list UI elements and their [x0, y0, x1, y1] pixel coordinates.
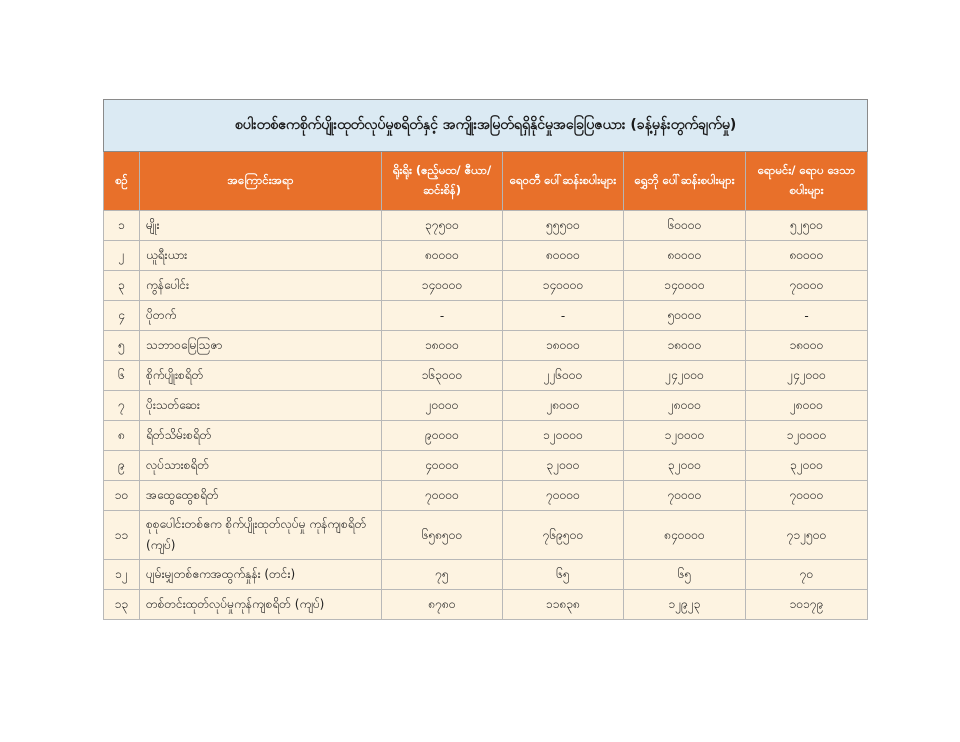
row-value: ၁၁၈၃၈ — [503, 590, 624, 620]
row-number: ၁ — [104, 211, 140, 241]
row-value: ၇၀၀၀၀ — [746, 481, 868, 511]
table-row — [104, 421, 868, 451]
row-value: ၄၀၀၀၀ — [382, 451, 503, 481]
row-value: ၆၅ — [503, 560, 624, 590]
row-number: ၈ — [104, 421, 140, 451]
table-row — [104, 511, 868, 560]
row-value: ၈၀၀၀၀ — [624, 241, 746, 271]
table-row — [104, 451, 868, 481]
row-value: ၃၂၀၀၀ — [746, 451, 868, 481]
header-description: အကြောင်းအရာ — [140, 152, 382, 211]
row-value: ၁၂၀၀၀၀ — [624, 421, 746, 451]
row-value: ၅၅၅၀၀ — [503, 211, 624, 241]
row-value: ၃၇၅၀၀ — [382, 211, 503, 241]
row-value: ၂၈၀၀၀ — [503, 391, 624, 421]
row-value: - — [746, 301, 868, 331]
row-value: ၈၇၈၀ — [382, 590, 503, 620]
row-description: စိုက်ပျိုးစရိတ် — [140, 361, 382, 391]
table-row — [104, 241, 868, 271]
row-value: ၁၀၁၇၉ — [746, 590, 868, 620]
row-value: ၅၀၀၀၀ — [624, 301, 746, 331]
row-value: ၇၀၀၀၀ — [503, 481, 624, 511]
table-title: စပါးတစ်ဧကစိုက်ပျိုးထုတ်လုပ်မှုစရိတ်နှင့် အကျိုးအမြတ်ရရှိနိုင်မှုအခြေပြဇယား (ခန့်မှန်းတွက်ချက်မှု) — [104, 100, 868, 152]
row-description: ပိုတက် — [140, 301, 382, 331]
row-value: - — [382, 301, 503, 331]
row-value: ၁၂၀၀၀၀ — [746, 421, 868, 451]
row-value: ၆၀၀၀၀ — [624, 211, 746, 241]
table-row — [104, 481, 868, 511]
row-description: ပိုးသတ်ဆေး — [140, 391, 382, 421]
table-header-row — [104, 152, 868, 211]
row-value: ၇၀၀၀၀ — [746, 271, 868, 301]
row-value: ၇၁၂၅၀၀ — [746, 511, 868, 560]
row-value: ၇၆၉၅၀၀ — [503, 511, 624, 560]
table-row — [104, 391, 868, 421]
row-number: ၇ — [104, 391, 140, 421]
row-description: စုစုပေါင်းတစ်ဧက စိုက်ပျိုးထုတ်လုပ်မှု ကုန်ကျစရိတ် (ကျပ်) — [140, 511, 382, 560]
row-value: ၁၈၀၀၀ — [503, 331, 624, 361]
row-description: တစ်တင်းထုတ်လုပ်မှုကုန်ကျစရိတ် (ကျပ်) — [140, 590, 382, 620]
row-description: မျိုး — [140, 211, 382, 241]
row-value: ၂၈၀၀၀ — [624, 391, 746, 421]
row-value: ၁၂၀၀၀၀ — [503, 421, 624, 451]
row-value: ၁၂၉၂၃ — [624, 590, 746, 620]
row-number: ၁၀ — [104, 481, 140, 511]
row-number: ၁၁ — [104, 511, 140, 560]
row-value: ၁၆၃၀၀၀ — [382, 361, 503, 391]
row-number: ၆ — [104, 361, 140, 391]
header-yadanar-variety: ရေဝတီ ပေါ်ဆန်းစပါးများ — [503, 152, 624, 211]
row-description: ရိတ်သိမ်းစရိတ် — [140, 421, 382, 451]
row-description: အထွေထွေစရိတ် — [140, 481, 382, 511]
row-value: ၂၂၆၀၀၀ — [503, 361, 624, 391]
row-value: ၈၄၀၀၀၀ — [624, 511, 746, 560]
row-value: ၁၈၀၀၀ — [746, 331, 868, 361]
row-value: ၁၄၀၀၀၀ — [382, 271, 503, 301]
row-number: ၁၂ — [104, 560, 140, 590]
row-value: ၂၄၂၀၀၀ — [746, 361, 868, 391]
row-value: ၁၈၀၀၀ — [624, 331, 746, 361]
table-row — [104, 590, 868, 620]
row-description: ယူရီးယား — [140, 241, 382, 271]
row-value: ၃၂၀၀၀ — [624, 451, 746, 481]
row-number: ၄ — [104, 301, 140, 331]
row-number: ၅ — [104, 331, 140, 361]
row-value: ၂၀၀၀၀ — [382, 391, 503, 421]
row-value: ၂၈၀၀၀ — [746, 391, 868, 421]
row-value: ၁၄၀၀၀၀ — [624, 271, 746, 301]
header-shwebo-variety: ရွှေဘို ပေါ်ဆန်းစပါးများ — [624, 152, 746, 211]
row-value: ၃၂၀၀၀ — [503, 451, 624, 481]
row-value: ၇၀၀၀၀ — [624, 481, 746, 511]
row-value: - — [503, 301, 624, 331]
row-value: ၈၀၀၀၀ — [382, 241, 503, 271]
table-row — [104, 271, 868, 301]
row-value: ၁၄၀၀၀၀ — [503, 271, 624, 301]
row-number: ၁၃ — [104, 590, 140, 620]
row-number: ၂ — [104, 241, 140, 271]
table-row — [104, 211, 868, 241]
table-row — [104, 331, 868, 361]
row-value: ၉၀၀၀၀ — [382, 421, 503, 451]
row-value: ၆၅၈၅၀၀ — [382, 511, 503, 560]
row-description: ကွန်ပေါင်း — [140, 271, 382, 301]
row-description: လုပ်သားစရိတ် — [140, 451, 382, 481]
header-no: စဉ် — [104, 152, 140, 211]
row-value: ၆၅ — [624, 560, 746, 590]
header-other-variety: ရောမင်း/ ရောပ ဒေသာ စပါးများ — [746, 152, 868, 211]
row-description: သဘာဝမြေဩဇာ — [140, 331, 382, 361]
row-value: ၈၀၀၀၀ — [503, 241, 624, 271]
row-description: ပျမ်းမျှတစ်ဧကအထွက်နှုန်း (တင်း) — [140, 560, 382, 590]
table-body — [104, 211, 868, 620]
row-value: ၇၀၀၀၀ — [382, 481, 503, 511]
table-row — [104, 361, 868, 391]
row-value: ၁၈၀၀၀ — [382, 331, 503, 361]
row-value: ၇၅ — [382, 560, 503, 590]
row-number: ၃ — [104, 271, 140, 301]
row-value: ၈၀၀၀၀ — [746, 241, 868, 271]
table-row — [104, 301, 868, 331]
cost-table-container — [103, 99, 867, 620]
table-title-row — [104, 100, 868, 152]
row-value: ၅၂၅၀၀ — [746, 211, 868, 241]
row-value: ၇၀ — [746, 560, 868, 590]
row-number: ၉ — [104, 451, 140, 481]
cost-table — [103, 99, 868, 620]
row-value: ၂၄၂၀၀၀ — [624, 361, 746, 391]
table-row — [104, 560, 868, 590]
header-plain-variety: ရိုးရိုး (ဧည့်မထ/ ဧီယာ/ဆင်းစိန်) — [382, 152, 503, 211]
